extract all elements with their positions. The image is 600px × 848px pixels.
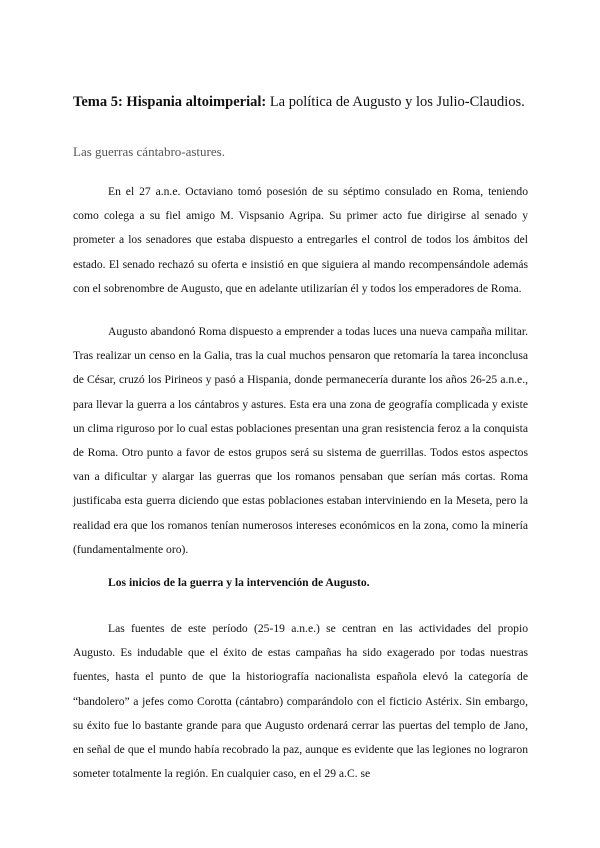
- section-subtitle: Las guerras cántabro-astures.: [73, 144, 225, 159]
- section-heading: Los inicios de la guerra y la intervención de Augusto.: [108, 576, 370, 589]
- title-topic: Tema 5: Hispania altoimperial:: [73, 94, 267, 110]
- paragraph-sources: Las fuentes de este período (25-19 a.n.e.) se centran en las actividades del propio Augusto. Es indudable que el éxito de estas campañas ha sido exagerado por todas nuestras fuentes, hasta el punto de que la historiografía nacionalista española elevó la categoría de “bandolero” a jefes como Corotta (cántabro) comparándolo con el ficticio Astérix. Sin embargo, su éxito fue lo bastante grande para que Augusto ordenará cerrar las puertas del templo de Jano, en señal de que el mundo había recobrado la paz, aunque es evidente que las legiones no lograron someter totalmente la región. En cualquier caso, en el 29 a.C. se: [73, 622, 528, 781]
- paragraph-octaviano: En el 27 a.n.e. Octaviano tomó posesión de su séptimo consulado en Roma, teniendo como colega a su fiel amigo M. Vispsanio Agripa. Su primer acto fue dirigirse al senado y prometer a los senadores que estaba dispuesto a entregarles el control de todos los ámbitos del estado. El senado rechazó su oferta e insistió en que siguiera al mando recompensándole además con el sobrenombre de Augusto, que en adelante utilizarían él y todos los emperadores de Roma.: [73, 185, 528, 295]
- document-title: [73, 92, 533, 112]
- title-subject: La política de Augusto y los Julio-Claudios.: [266, 94, 525, 110]
- paragraph-augusto-campaign: Augusto abandonó Roma dispuesto a emprender a todas luces una nueva campaña militar. Tras realizar un censo en la Galia, tras la cual muchos pensaron que retomaría la tarea inconclusa de César, cruzó los Pirineos y pasó a Hispania, donde permanecería durante los años 26-25 a.n.e., para llevar la guerra a los cántabros y astures. Esta era una zona de geografía complicada y existe un clima riguroso por lo cual estas poblaciones presentan una gran resistencia feroz a la conquista de Roma. Otro punto a favor de estos grupos será su sistema de guerrillas. Todos estos aspectos van a dificultar y alargar las guerras que los romanos pensaban que serían más cortas. Roma justificaba esta guerra diciendo que estas poblaciones estaban interviniendo en la Meseta, pero la realidad era que los romanos tenían numerosos intereses económicos en la zona, como la minería (fundamentalmente oro).: [73, 325, 528, 556]
